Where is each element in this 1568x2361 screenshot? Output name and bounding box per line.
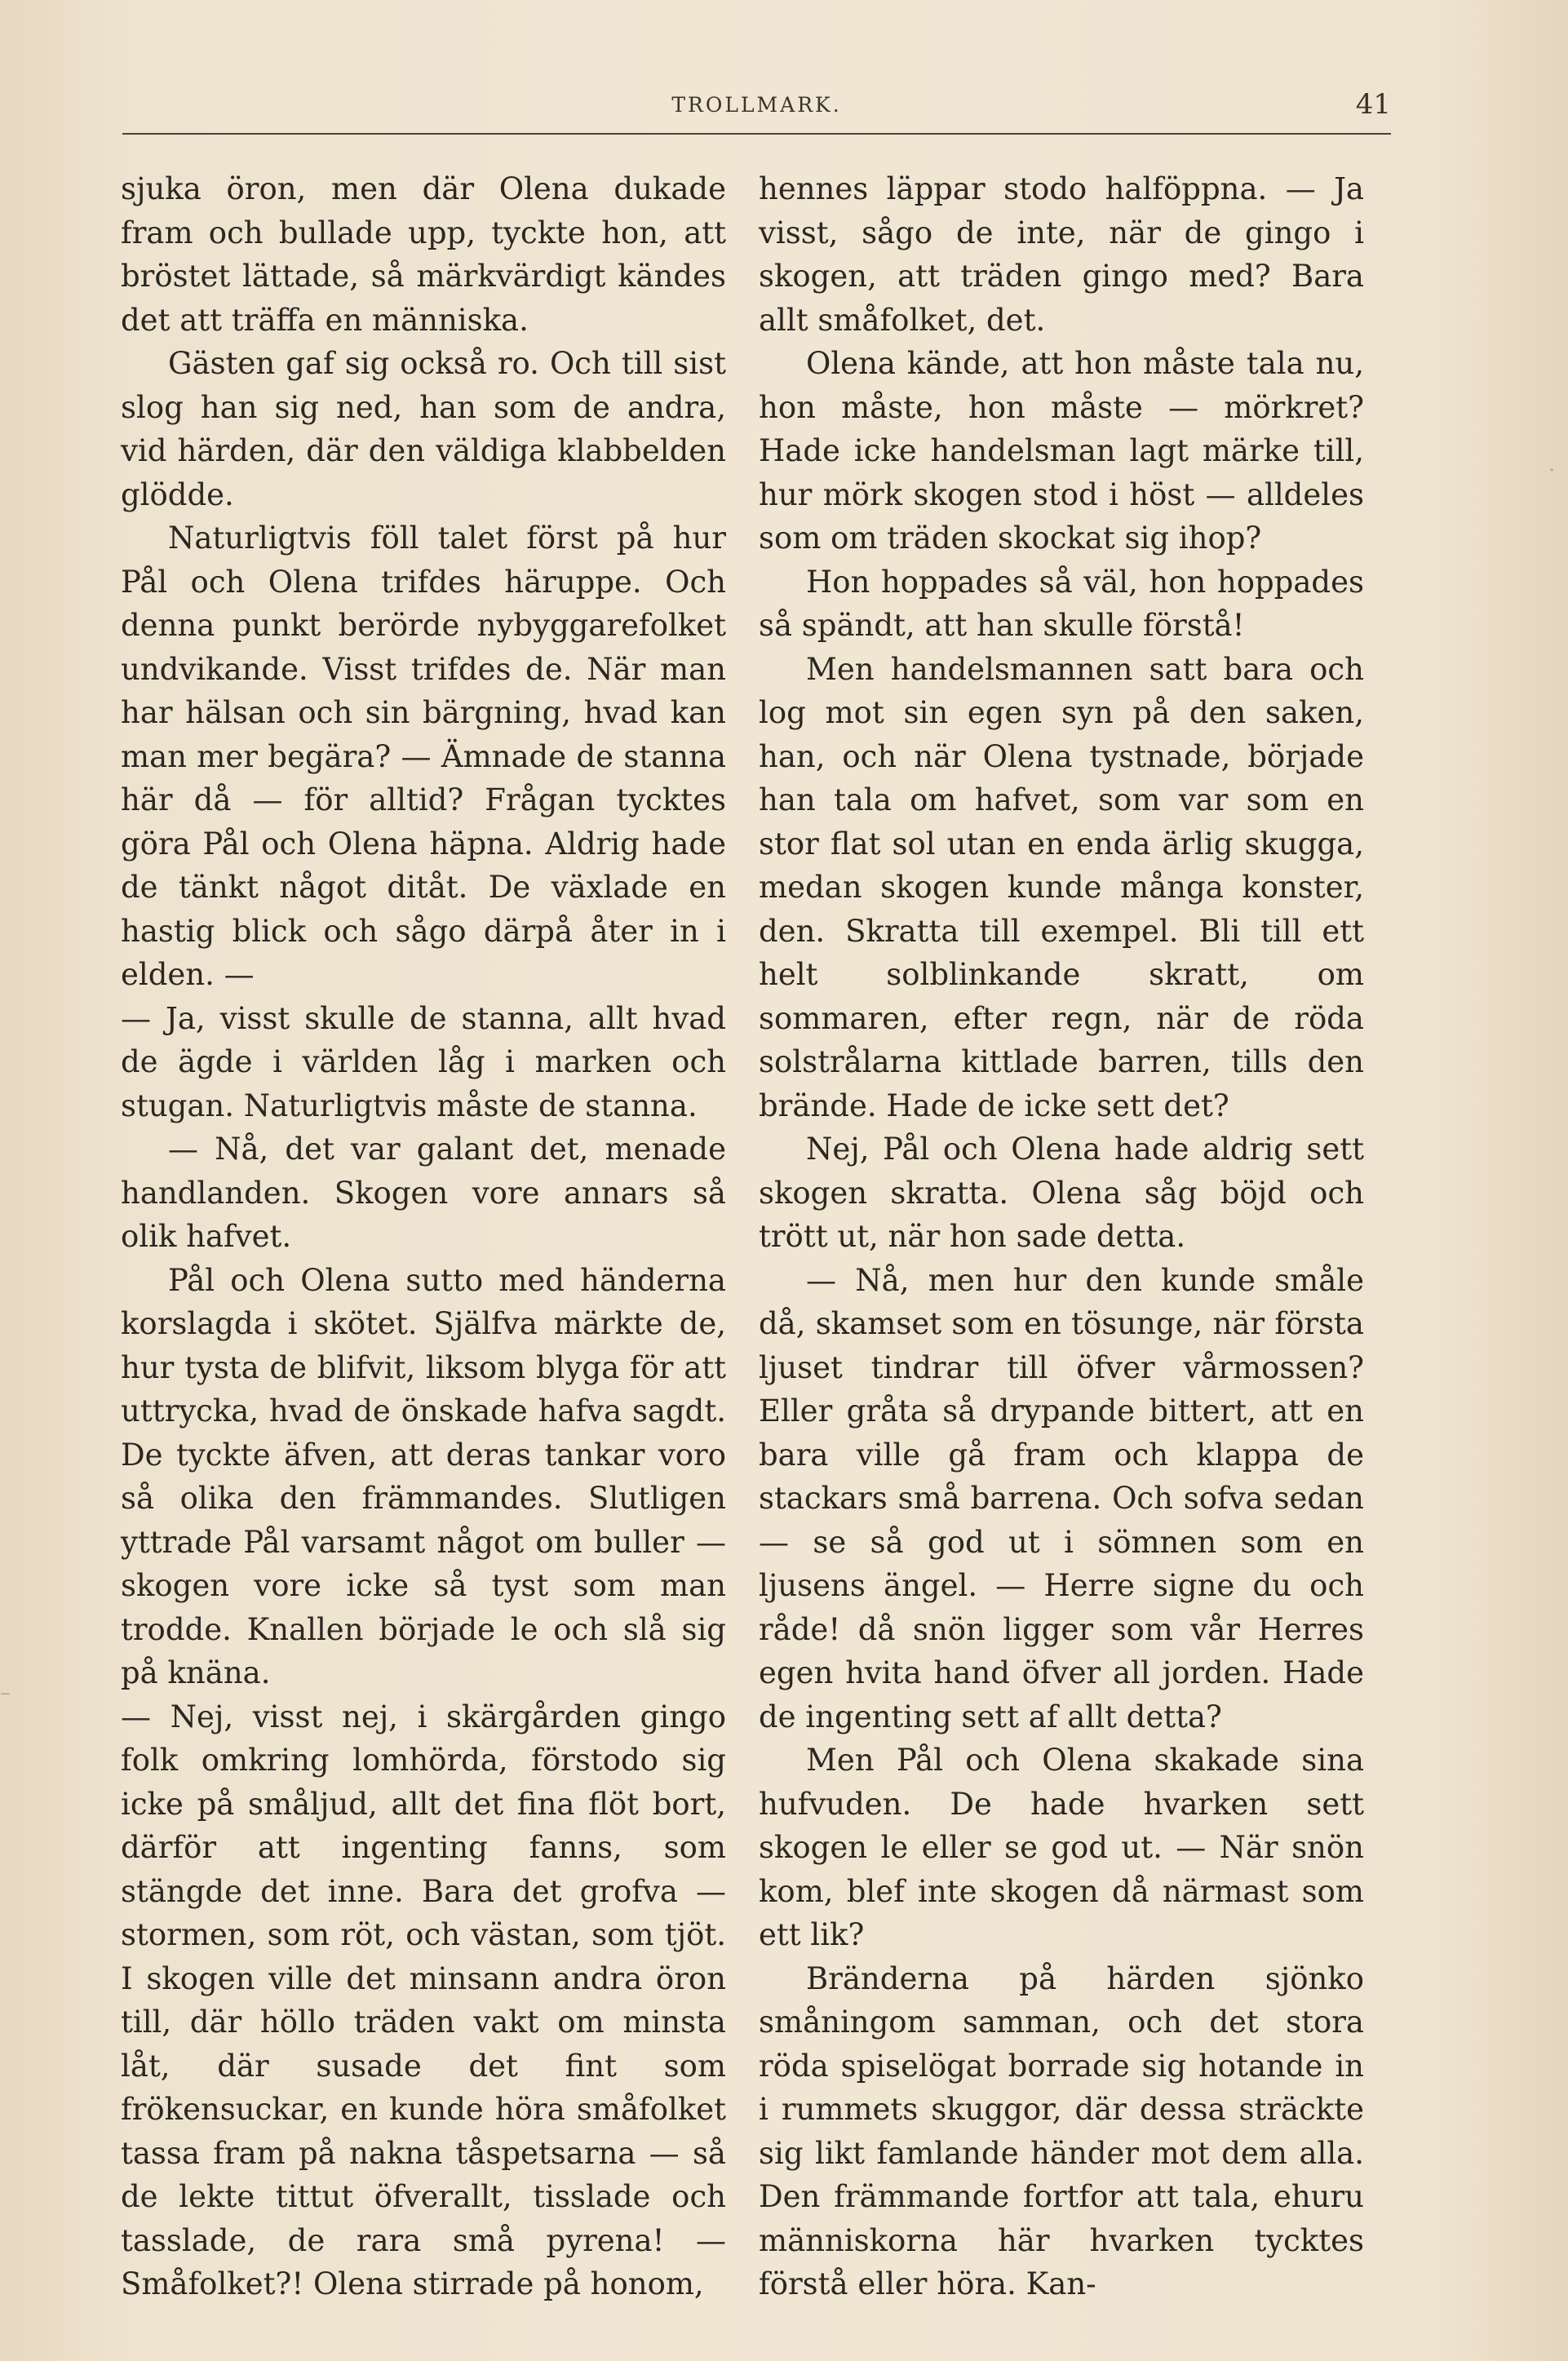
paragraph: Bränderna på härden sjönko småningom samman, och det stora röda spiselögat borrade sig hotande in i rummets skuggor, där dessa sträckte sig likt famlande händer mot dem alla. Den främmande fortfor att tala, ehuru människorna här hvarken tycktes förstå eller höra. Kan- <box>759 1960 1364 2301</box>
paragraph: — Nej, visst nej, i skärgården gingo folk omkring lomhörda, förstodo sig icke på småljud, allt det fina flöt bort, därför att ingenting fanns, som stängde det inne. Bara det grofva — stormen, som röt, och västan, som tjöt. I skogen ville det minsann andra öron till, där höllo träden vakt om minsta låt, där susade det fint som frökensuckar, en kunde höra småfolket tassa fram på nakna tåspetsarna — så de lekte tittut öfverallt, tisslade och tasslade, de rara små pyrena! — Småfolket?! Olena stirrade på honom, <box>121 1699 726 2301</box>
margin-mark: – <box>0 1681 11 1705</box>
paragraph: hennes läppar stodo halföppna. — Ja visst, sågo de inte, när de gingo i skogen, att träden gingo med? Bara allt småfolket, det. <box>759 171 1364 338</box>
right-column <box>759 167 1364 2306</box>
page-number: 41 <box>1355 88 1391 121</box>
margin-mark: · <box>1548 458 1556 483</box>
paragraph: — Nå, men hur den kunde småle då, skamset som en tösunge, när första ljuset tindrar till öfver vårmossen? Eller gråta så drypande bittert, att en bara ville gå fram och klappa de stackars små barrena. Och sofva sedan — se så god ut i sömnen som en ljusens ängel. — Herre signe du och råde! då snön ligger som vår Herres egen hvita hand öfver all jorden. Hade de ingenting sett af allt detta? <box>759 1262 1364 1734</box>
header-rule <box>122 133 1391 135</box>
page-header <box>122 82 1391 131</box>
paragraph: Pål och Olena sutto med händerna korslagda i skötet. Själfva märkte de, hur tysta de blifvit, liksom blyga för att uttrycka, hvad de önskade hafva sagdt. De tyckte äfven, att deras tankar voro så olika den främmandes. Slutligen yttrade Pål varsamt något om buller — skogen vore icke så tyst som man trodde. Knallen började le och slå sig på knäna. <box>121 1262 726 1690</box>
paragraph: Nej, Pål och Olena hade aldrig sett skogen skratta. Olena såg böjd och trött ut, när hon sade detta. <box>759 1132 1364 1254</box>
paragraph: sjuka öron, men där Olena dukade fram och bullade upp, tyckte hon, att bröstet lättade, så märkvärdigt kändes det att träffa en människa. <box>121 171 726 338</box>
paragraph: Hon hoppades så väl, hon hoppades så spändt, att han skulle förstå! <box>759 564 1364 643</box>
paragraph: Men handelsmannen satt bara och log mot sin egen syn på den saken, han, och när Olena tystnade, började han tala om hafvet, som var som en stor flat sol utan en enda ärlig skugga, medan skogen kunde många konster, den. Skratta till exempel. Bli till ett helt solblinkande skratt, om sommaren, efter regn, när de röda solstrålarna kittlade barren, tills den brände. Hade de icke sett det? <box>759 651 1364 1123</box>
left-column <box>121 167 726 2306</box>
paragraph: Naturligtvis föll talet först på hur Pål och Olena trifdes häruppe. Och denna punkt berörde nybyggarefolket undvikande. Visst trifdes de. När man har hälsan och sin bärgning, hvad kan man mer begära? — Ämnade de stanna här då — för alltid? Frågan tycktes göra Pål och Olena häpna. Aldrig hade de tänkt något ditåt. De växlade en hastig blick och sågo därpå åter in i elden. — <box>121 520 726 992</box>
paragraph: Gästen gaf sig också ro. Och till sist slog han sig ned, han som de andra, vid härden, där den väldiga klabbelden glödde. <box>121 346 726 512</box>
paragraph: — Nå, det var galant det, menade handlanden. Skogen vore annars så olik hafvet. <box>121 1132 726 1254</box>
running-title: TROLLMARK. <box>671 93 842 117</box>
paragraph: — Ja, visst skulle de stanna, allt hvad de ägde i världen låg i marken och stugan. Naturligtvis måste de stanna. <box>121 1000 726 1123</box>
paragraph: Olena kände, att hon måste tala nu, hon måste, hon måste — mörkret? Hade icke handelsman lagt märke till, hur mörk skogen stod i höst — alldeles som om träden skockat sig ihop? <box>759 346 1364 556</box>
paragraph: Men Pål och Olena skakade sina hufvuden. De hade hvarken sett skogen le eller se god ut. — När snön kom, blef inte skogen då närmast som ett lik? <box>759 1743 1364 1952</box>
